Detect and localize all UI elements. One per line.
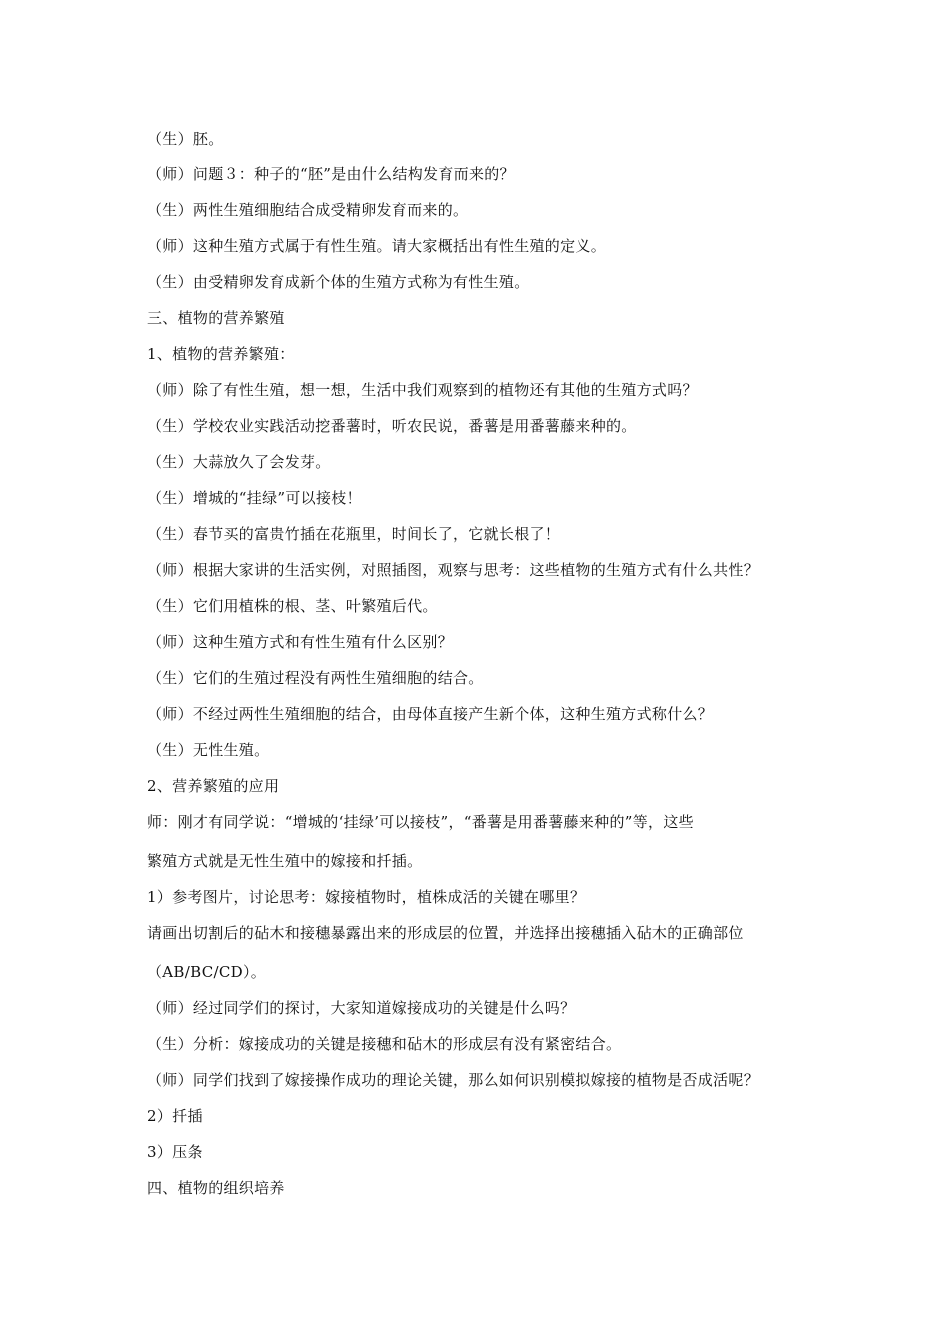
text-line: 请画出切割后的砧木和接穗暴露出来的形成层的位置，并选择出接穗插入砧木的正确部位 [147, 924, 744, 942]
subsection-heading: 1、植物的营养繁殖： [147, 345, 295, 363]
text-line: （AB/BC/CD）。 [147, 963, 267, 981]
text-line: （生）由受精卵发育成新个体的生殖方式称为有性生殖。 [147, 273, 530, 291]
text-line: 1）参考图片，讨论思考：嫁接植物时，植株成活的关键在哪里？ [147, 888, 586, 906]
text-line: （师）这种生殖方式属于有性生殖。请大家概括出有性生殖的定义。 [147, 237, 607, 255]
subsection-heading: 2、营养繁殖的应用 [147, 777, 280, 795]
section-heading: 四、植物的组织培养 [147, 1179, 285, 1197]
text-line: 繁殖方式就是无性生殖中的嫁接和扦插。 [147, 852, 423, 870]
text-line: （生）增城的“挂绿”可以接枝！ [147, 489, 362, 507]
text-line: （生）学校农业实践活动挖番薯时，听农民说，番薯是用番薯藤来种的。 [147, 417, 637, 435]
text-line: 2）扦插 [147, 1107, 203, 1125]
text-line: （生）两性生殖细胞结合成受精卵发育而来的。 [147, 201, 469, 219]
text-line: （生）胚。 [147, 130, 224, 148]
text-line: （生）无性生殖。 [147, 741, 270, 759]
text-line: （生）它们用植株的根、茎、叶繁殖后代。 [147, 597, 438, 615]
text-line: （生）春节买的富贵竹插在花瓶里，时间长了，它就长根了！ [147, 525, 561, 543]
text-line: （生）它们的生殖过程没有两性生殖细胞的结合。 [147, 669, 484, 687]
text-line: （师）经过同学们的探讨，大家知道嫁接成功的关键是什么吗？ [147, 999, 576, 1017]
text-line: （师）同学们找到了嫁接操作成功的理论关键，那么如何识别模拟嫁接的植物是否成活呢？ [147, 1071, 760, 1089]
text-line: 师：刚才有同学说：“增城的‘挂绿’可以接枝”，“番薯是用番薯藤来种的”等，这些 [147, 813, 694, 831]
section-heading: 三、植物的营养繁殖 [147, 309, 285, 327]
text-line: 3）压条 [147, 1143, 203, 1161]
text-line: （生）分析：嫁接成功的关键是接穗和砧木的形成层有没有紧密结合。 [147, 1035, 622, 1053]
text-line: （师）除了有性生殖，想一想，生活中我们观察到的植物还有其他的生殖方式吗？ [147, 381, 698, 399]
text-line: （师）问题３：种子的“胚”是由什么结构发育而来的？ [147, 165, 515, 183]
text-line: （师）这种生殖方式和有性生殖有什么区别？ [147, 633, 454, 651]
text-line: （师）根据大家讲的生活实例，对照插图，观察与思考：这些植物的生殖方式有什么共性？ [147, 561, 760, 579]
text-line: （生）大蒜放久了会发芽。 [147, 453, 331, 471]
text-line: （师）不经过两性生殖细胞的结合，由母体直接产生新个体，这种生殖方式称什么？ [147, 705, 714, 723]
